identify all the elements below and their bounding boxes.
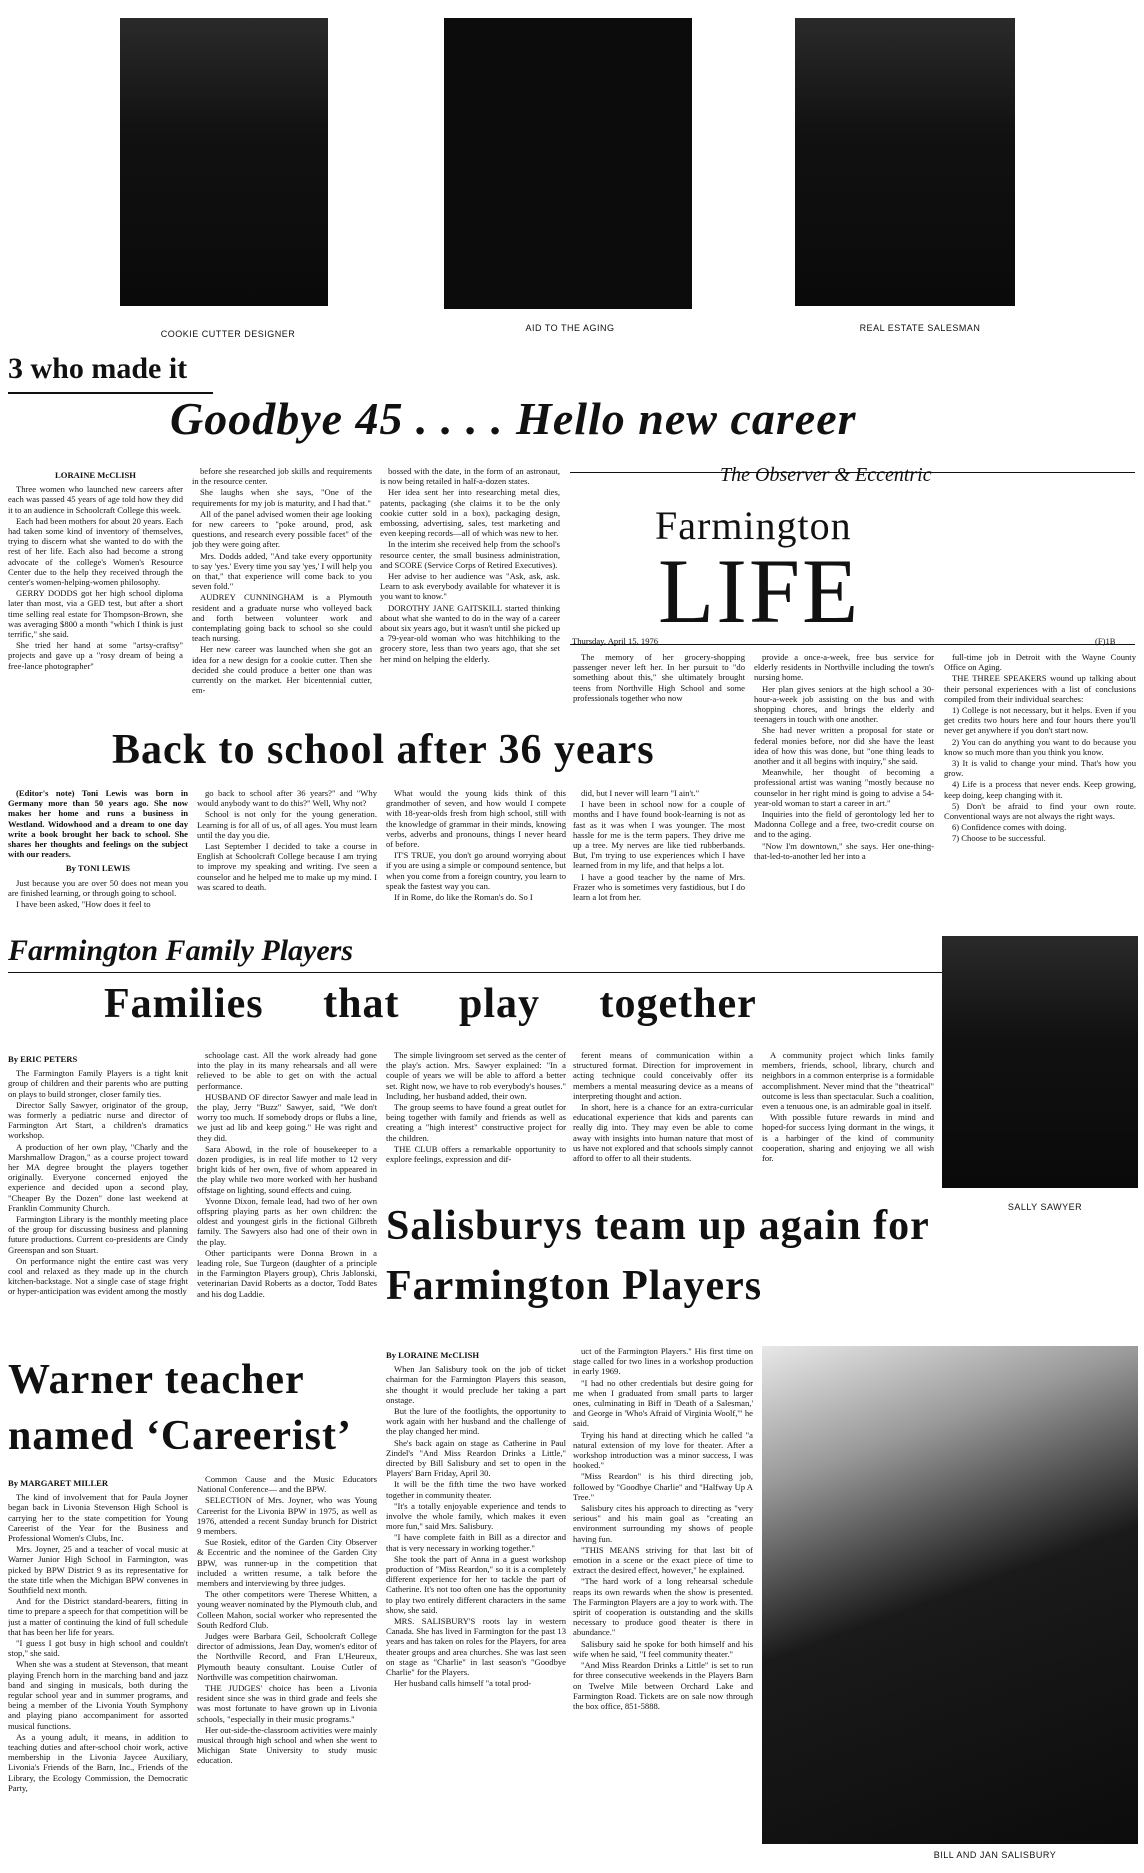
headline-back-to-school: Back to school after 36 years bbox=[112, 727, 655, 773]
paragraph: All of the panel advised women their age looking for new careers to "poke around, prod, ask questions, and research every possible facet" of the job they were going after. bbox=[192, 508, 372, 550]
paragraph: Her advise to her audience was "Ask, ask, ask. Learn to ask everybody available for whatever it is you want to know." bbox=[380, 571, 560, 602]
photo-aid-to-aging bbox=[444, 18, 692, 309]
headline-goodbye-45: Goodbye 45 . . . . Hello new career bbox=[170, 393, 857, 444]
kicker-3-who-made-it: 3 who made it bbox=[8, 352, 188, 385]
paragraph: 5) Don't be afraid to find your own route. Conventional ways are not always the right ways. bbox=[944, 800, 1136, 822]
article-families-col3 bbox=[386, 1050, 566, 1182]
photo-caption-1: COOKIE CUTTER DESIGNER bbox=[160, 329, 296, 339]
photo-real-estate-salesman bbox=[795, 18, 1015, 306]
photo-caption-2: AID TO THE AGING bbox=[525, 323, 615, 333]
paragraph: ferent means of communication within a structured format. Direction for improvement in acting technique could conceivably offer its members a mental measuring device as a means of interpreting thought and action. bbox=[573, 1050, 753, 1101]
paragraph: She took the part of Anna in a guest workshop production of "Miss Reardon," so it is a completely different experience for her to tackle the part of Catherine. It's not too often one has the opportunity to play two entirely different characters in the same show, she said. bbox=[386, 1553, 566, 1615]
paragraph: And for the District standard-bearers, fitting in time to prepare a speech for that competition will be just a matter of continuing the kind of full schedule that has been her life for years. bbox=[8, 1596, 188, 1637]
paragraph: With possible future rewards in mind and hoped-for success lying dormant in the wings, it is a harbinger of the kind of community cooperation, sharing and enjoying we all wish for. bbox=[762, 1112, 934, 1164]
paragraph: 6) Confidence comes with doing. bbox=[952, 822, 1067, 833]
paragraph: Inquiries into the field of gerontology led her to Madonna College and a free, two-credit course on and to the aging. bbox=[754, 809, 934, 840]
article-career-col2 bbox=[192, 466, 372, 736]
paragraph: Other participants were Donna Brown in a leading role, Sue Turgeon (daughter of a principle in the Farmington Players group), Chris Jablonski, veterinarian David Roberts as a doctor, Todd Bates and his dog Laddie. bbox=[197, 1247, 377, 1299]
masthead-section: LIFE bbox=[658, 540, 861, 642]
byline-warner: By MARGARET MILLER bbox=[8, 1478, 109, 1488]
paragraph: School is not only for the young generation. Learning is for all of us, of all ages. You must learn until the day you die. bbox=[197, 809, 377, 840]
paragraph: A community project which links family members, friends, school, library, church and neighbors in a common enterprise is a formidable accomplishment. Never mind that the "theatrical" outcome is less than spectacular. Such a coalition, even a tenuous one, is an admirable goal in itself. bbox=[762, 1050, 934, 1112]
paragraph: In the interim she received help from the school's resource center, the small business administration, and SCORE (Service Corps of Retired Executives). bbox=[380, 539, 560, 570]
article-school-col3 bbox=[386, 788, 566, 960]
paragraph: Trying his hand at directing which he called "a natural extension of my love for theater. After a workshop introduction was a minor success, I was hooked." bbox=[573, 1429, 753, 1471]
headline-salisburys: Salisburys team up again for Farmington Players bbox=[386, 1203, 929, 1309]
paragraph: What would the young kids think of this grandmother of seven, and how would I compete with 18-year-olds fresh from high school, still with the knowledge of grammar in their minds, knowing verbs, adverbs and pronouns, things I never heard of before. bbox=[386, 788, 566, 850]
paragraph: Her plan gives seniors at the high school a 30-hour-a-week job assisting on the bus and with shopping chores, and brings the elderly and teenagers in touch with one another. bbox=[754, 683, 934, 725]
paragraph: The other competitors were Therese Whitten, a young weaver nominated by the Plymouth club, and Colleen Mahon, social worker who represented the South Redford Club. bbox=[197, 1589, 377, 1630]
article-families-col1 bbox=[8, 1050, 188, 1350]
paragraph: IT'S TRUE, you don't go around worrying about if you are using a simple or compound sentence, but when you come from a foreign country, you learn to speak the fastest way you can. bbox=[386, 850, 566, 891]
byline-school: By TONI LEWIS bbox=[65, 863, 131, 874]
paragraph: Farmington Library is the monthly meeting place of the group for discussing business and planning future productions. Current co-presidents are Cindy Greenspan and son Stuart. bbox=[8, 1214, 188, 1255]
paragraph: When she was a student at Stevenson, that meant playing French horn in the marching band and jazz band and singing in musicals, both during the regular school year and in summer programs, and being a member of the Livonia Youth Symphony and playing piano accompaniment for assorted musical functions. bbox=[8, 1659, 188, 1731]
paragraph: It will be the fifth time the two have worked together in community theater. bbox=[386, 1479, 566, 1500]
paragraph: Meanwhile, her thought of becoming a professional artist was waning "mostly because no counselor in her right mind is going to advise a 54-year-old woman to start a career in art." bbox=[754, 767, 934, 808]
paragraph: Last September I decided to take a course in English at Schoolcraft College because I am trying to improve my speaking and writing. I've seen a counselor and he helped me to make up my mind. I was scared to death. bbox=[197, 841, 377, 892]
paragraph: Director Sally Sawyer, originator of the group, was formerly a pediatric nurse and director of Farmington Art Start, a children's dramatics workshop. bbox=[8, 1099, 188, 1141]
paragraph: Sue Rosiek, editor of the Garden City Observer & Eccentric and the nominee of the Garden City BPW, was runner-up in the competition that included a written resume, a talk before the members and interviewing by three judges. bbox=[197, 1537, 377, 1589]
paragraph: did, but I never will learn "I ain't." bbox=[581, 788, 700, 798]
paragraph: 7) Choose to be successful. bbox=[952, 833, 1046, 844]
masthead-date: Thursday, April 15, 1976 bbox=[572, 636, 659, 646]
article-career-col5 bbox=[754, 652, 934, 958]
paragraph: bossed with the date, in the form of an astronaut, is now being retailed in half-a-dozen states. bbox=[380, 466, 560, 487]
byline-families: By ERIC PETERS bbox=[8, 1054, 78, 1064]
paragraph: Salisbury said he spoke for both himself and his wife when he said, "I feel community theater." bbox=[573, 1638, 753, 1659]
article-families-col4 bbox=[573, 1050, 753, 1182]
paragraph: Sara Abowd, in the role of housekeeper to a dozen prodigies, is in real life mother to 12 very bright kids of her own, five of whom appeared in the play while two more worked with her husband offstage on lighting, sound effects and cuing. bbox=[197, 1143, 377, 1195]
paragraph: Mrs. Dodds added, "And take every opportunity to say 'yes.' Every time you say 'yes,' I will help you on that," that experience will come back to you seven fold." bbox=[192, 550, 372, 592]
paragraph: Judges were Barbara Geil, Schoolcraft College director of admissions, Jean Day, women's editor of the Northville Record, and Fran L'Heureux, Plymouth beauty consultant. Louise Cutler of Northville was competition chairwoman. bbox=[197, 1631, 377, 1682]
paragraph: A production of her own play, "Charly and the Marshmallow Dragon," as a course project toward her MA degree brought the players together originally. Everyone concerned enjoyed the experience and decided upon a second play, "Cheaper By the Dozen" done last weekend at Franklin Community Church. bbox=[8, 1141, 188, 1213]
article-warner-col2 bbox=[197, 1474, 377, 1870]
paragraph: When Jan Salisbury took on the job of ticket chairman for the Farmington Players this season, she thought it would preclude her taking a part onstage. bbox=[386, 1364, 566, 1405]
paragraph: 2) You can do anything you want to do because you know so much more than you think you know. bbox=[944, 736, 1136, 757]
paragraph: HUSBAND OF director Sawyer and male lead in the play, Jerry "Buzz" Sawyer, said, "We don't worry too much. If somebody drops or flubs a line, we just ad lib and keep going." He was right and they did. bbox=[197, 1091, 377, 1143]
paragraph: Common Cause and the Music Educators National Conference— and the BPW. bbox=[197, 1474, 377, 1495]
paragraph: As a young adult, it means, in addition to teaching duties and after-school choir work, active membership in the Livonia Jaycee Auxiliary, Livonia's Friends of the Barn, Inc., Friends of the Library, the Ecology Commission, the Democratic Party, bbox=[8, 1731, 188, 1793]
headline-warner-careerist: Warner teacher named ‘Careerist’ bbox=[8, 1357, 352, 1459]
article-families-col5 bbox=[762, 1050, 934, 1182]
photo-label-sally: SALLY SAWYER bbox=[1007, 1202, 1083, 1212]
paragraph: Yvonne Dixon, female lead, had two of her own offspring playing parts as her own children: the oldest and youngest girls in the fictional Gilbreth family. The Sawyers also had one of their own in the play. bbox=[197, 1195, 377, 1247]
article-salisbury-col2 bbox=[573, 1346, 753, 1870]
paragraph: SELECTION of Mrs. Joyner, who was Young Careerist for the Livonia BPW in 1975, as well as 1976, attended a recent Sunday brunch for District 9 members. bbox=[197, 1495, 377, 1537]
article-warner-col1 bbox=[8, 1474, 188, 1870]
paragraph: In short, here is a chance for an extra-curricular educational experience that kids and parents can really dig into. They may even be able to come away with insights into human nature that most of us have not explored and that schools simply cannot afford to offer to all their students. bbox=[573, 1102, 753, 1164]
paragraph: before she researched job skills and requirements in the resource center. bbox=[192, 466, 372, 487]
paragraph: The memory of her grocery-shopping passenger never left her. In her pursuit to "do something about this," she ultimately brought teens from Northville High School and some professionals together who now bbox=[573, 652, 745, 703]
paragraph: The simple livingroom set served as the center of the play's action. Mrs. Sawyer explained: "In a couple of years we will be able to afford a better set. Right now, we have to rob everybody's houses." Including, her husband added, their own. bbox=[386, 1050, 566, 1101]
paragraph: I have a good teacher by the name of Mrs. Frazer who is sometimes very fastidious, but I do learn a lot from her. bbox=[573, 871, 745, 903]
paragraph: MRS. SALISBURY'S roots lay in western Canada. She has lived in Farmington for the past 13 years and has taken on roles for the Players, for area theater groups and area churches. She was last seen on stage as "Charlie" in last season's "Goodbye Charlie" for the Players. bbox=[386, 1616, 566, 1678]
paragraph: Her idea sent her into researching metal dies, patents, packaging (she claims it to be the only cookie cutter sold in a box), packaging design, embossing, advertising, sales, test marketing and even keeping records—all of which was new to her. bbox=[380, 487, 560, 539]
byline-career: LORAINE McCLISH bbox=[55, 470, 136, 480]
photo-cookie-cutter-designer bbox=[120, 18, 328, 306]
photo-label-bill-jan: BILL AND JAN SALISBURY bbox=[933, 1850, 1057, 1860]
article-career-col1 bbox=[8, 466, 183, 736]
paragraph: "I have complete faith in Bill as a director and that is very necessary in working together." bbox=[386, 1532, 566, 1553]
paragraph: full-time job in Detroit with the Wayne County Office on Aging. bbox=[944, 652, 1136, 673]
editors-note: (Editor's note) Toni Lewis was born in Germany more than 50 years ago. She now makes her home and runs a business in Westland. Widowhood and a dream to one day write a book brought her back to school. She shares her thoughts and feelings on the subject with our readers. bbox=[8, 788, 188, 860]
paragraph: Mrs. Joyner, 25 and a teacher of vocal music at Warner Junior High School in Farmington, was picked by BPW District 9 as its representative for the state title when the Michigan BPW convenes in Southfield next month. bbox=[8, 1544, 188, 1596]
paragraph: 1) College is not necessary, but it helps. Even if you get credits two hours here and four hours there you'll never get anywhere if you don't start now. bbox=[944, 705, 1136, 736]
photo-caption-3: REAL ESTATE SALESMAN bbox=[859, 323, 981, 333]
masthead-paper-name: The Observer & Eccentric bbox=[720, 464, 932, 486]
paragraph: Her out-side-the-classroom activities were mainly musical through high school and when she went to Michigan State University to study music education. bbox=[197, 1724, 377, 1766]
paragraph: Her new career was launched when she got an idea for a new design for a cookie cutter. Then she decided she could produce a better one than was currently on the market. Her bicentennial cutter, em- bbox=[192, 644, 372, 696]
paragraph: "The hard work of a long rehearsal schedule reaps its own rewards when the show is presented. The Farmington Players are a joy to work with. The spirit of cooperation is outstanding and the skills necessary to produce good theater is there in abundance." bbox=[573, 1576, 753, 1638]
paragraph: THE THREE SPEAKERS wound up talking about their personal experiences with a list of conclusions compiled from their individual searches: bbox=[944, 673, 1136, 704]
headline-families: Families that play together bbox=[104, 981, 757, 1027]
paragraph: DOROTHY JANE GAITSKILL started thinking about what she wanted to do in the way of a career about six years ago, but it wasn't until she picked up a 79-year-old woman who was hitchhiking to the grocery store, less than two years ago, that she set her mind on helping the elderly. bbox=[380, 602, 560, 664]
photo-sally-sawyer bbox=[942, 936, 1138, 1188]
paragraph: "And Miss Reardon Drinks a Little" is set to run for three consecutive weekends in the Players Barn on Twelve Mile between Orchard Lake and Farmington Road. Tickets are on sale now through the box office, 851-5888. bbox=[573, 1660, 753, 1711]
paragraph: THE CLUB offers a remarkable opportunity to explore feelings, expression and dif- bbox=[386, 1143, 566, 1165]
kicker-family-players: Farmington Family Players bbox=[8, 934, 354, 967]
paragraph: If in Rome, do like the Roman's do. So I bbox=[394, 892, 533, 903]
paragraph: She had never written a proposal for state or federal monies before, nor did she have the least idea of how this was done, but "one thing leads to another and it all begins with inquiry," she said. bbox=[754, 725, 934, 767]
paragraph: She laughs when she says, "One of the requirements for my job is maturity, and I had that." bbox=[192, 487, 372, 508]
paragraph: She's back again on stage as Catherine in Paul Zindel's "And Miss Reardon Drinks a Little," directed by Bill Salisbury and set to open in the Players' Barn Friday, April 30. bbox=[386, 1437, 566, 1479]
paragraph: "Now I'm downtown," she says. Her one-thing-that-led-to-another led her into a bbox=[754, 840, 934, 861]
paragraph: "I guess I got busy in high school and couldn't stop," she said. bbox=[8, 1638, 188, 1659]
paragraph: "I had no other credentials but desire going for me when I graduated from small parts to larger ones, culminating in Biff in 'Death of a Salesman,' and George in 'Who's Afraid of Virginia Woolf,'" he said. bbox=[573, 1377, 753, 1429]
paragraph: Her husband calls himself "a total prod- bbox=[394, 1678, 532, 1689]
paragraph: "Miss Reardon" is his third directing job, followed by "Goodbye Charlie" and "Halfway Up A Tree." bbox=[573, 1471, 753, 1502]
masthead-town: Farmington bbox=[655, 503, 852, 548]
paragraph: Salisbury cites his approach to directing as "very serious" and his main goal as "creating an environment surrounding my shows of people having fun. bbox=[573, 1503, 753, 1544]
paragraph: The Farmington Family Players is a tight knit group of children and their parents who are putting on plays to build stronger, closer family ties. bbox=[8, 1068, 188, 1099]
paragraph: THE JUDGES' choice has been a Livonia resident since she was in third grade and feels she was most fortunate to have grown up in Livonia schools, "especially in their music programs." bbox=[197, 1683, 377, 1724]
article-families-col2 bbox=[197, 1050, 377, 1350]
paragraph: 3) It is valid to change your mind. That's how you grow. bbox=[944, 758, 1136, 779]
paragraph: Just because you are over 50 does not mean you are finished learning, or through going to school. bbox=[8, 877, 188, 898]
photo-bill-and-jan-salisbury bbox=[762, 1346, 1138, 1844]
paragraph: I have been asked, "How does it feel to bbox=[16, 899, 151, 910]
article-career-col6 bbox=[944, 652, 1136, 958]
paragraph: On performance night the entire cast was very cool and relaxed as they made up in the church kitchen-backstage. Not a single case of stage fright or hyper-anticipation was evident among the mostly bbox=[8, 1255, 188, 1297]
byline-salisbury: By LORAINE McCLISH bbox=[386, 1350, 480, 1360]
article-career-col4 bbox=[573, 652, 745, 712]
paragraph: AUDREY CUNNINGHAM is a Plymouth resident and a graduate nurse who volleyed back and forth between volunteer work and contemplating going back to school so she could teach nursing. bbox=[192, 592, 372, 644]
paragraph: GERRY DODDS got her high school diploma later than most, via a GED test, but after a short time selling real estate for Thompson-Brown, she was averaging $800 a month "which I think is just terrific," she said. bbox=[8, 588, 183, 640]
article-career-col3 bbox=[380, 466, 560, 736]
paragraph: But the lure of the footlights, the opportunity to work again with her husband and the challenge of the play changed her mind. bbox=[386, 1406, 566, 1437]
article-salisbury-col1 bbox=[386, 1346, 566, 1870]
masthead-page: (F)1B bbox=[1095, 636, 1116, 646]
paragraph: I have been in school now for a couple of months and I have found book-learning is not as fast as it was when I was younger. The most hassle for me is the term papers. They drive me up a tree. My nerves are like tied rubberbands. But, I'm trying to use experiences which I have learned from in my life, and that helps a lot. bbox=[573, 799, 745, 871]
paragraph: schoolage cast. All the work already had gone into the play in its many rehearsals and all were relieved to be able to get on with the actual performance. bbox=[197, 1050, 377, 1091]
article-school-col4 bbox=[573, 788, 745, 960]
paragraph: The kind of involvement that for Paula Joyner began back in Livonia Stevenson High School is carrying her to the state competition for Young Careerist of the Year for the Business and Professional Women's Clubs, Inc. bbox=[8, 1492, 188, 1544]
paragraph: 4) Life is a process that never ends. Keep growing, keep doing, keep changing with it. bbox=[944, 779, 1136, 800]
paragraph: Each had been mothers for about 20 years. Each had taken some kind of inventory of themselves, trying to discern what she wanted to do with the rest of her life. Each also had become a strong advocate of the college's Women's Resource Center due to the help they received through the center's women-helping-women philosophy. bbox=[8, 515, 183, 588]
paragraph: "THIS MEANS striving for that last bit of emotion in a scene or the exact piece of time to extract the desired effect, however," he explained. bbox=[573, 1544, 753, 1576]
paragraph: go back to school after 36 years?" and "Why would anybody want to do this?" Well, Why not? bbox=[197, 788, 377, 809]
paragraph: The group seems to have found a great outlet for being together with family and friends as well as creating a "high interest" constructive project for the children. bbox=[386, 1102, 566, 1143]
paragraph: Three women who launched new careers after each was passed 45 years of age told how they did it to an audience in Schoolcraft College this week. bbox=[8, 484, 183, 515]
family-kicker-underline bbox=[8, 972, 948, 973]
paragraph: provide a once-a-week, free bus service for elderly residents in Northville including the town's nursing home. bbox=[754, 652, 934, 683]
paragraph: "It's a totally enjoyable experience and tends to involve the whole family, which makes it even more fun," said Mrs. Salisbury. bbox=[386, 1500, 566, 1532]
paragraph: uct of the Farmington Players." His first time on stage called for two lines in a workshop production in early 1969. bbox=[573, 1346, 753, 1377]
paragraph: She tried her hand at some "artsy-craftsy" projects and gave up a "rosy dream of being a free-lance photographer" bbox=[8, 640, 183, 671]
